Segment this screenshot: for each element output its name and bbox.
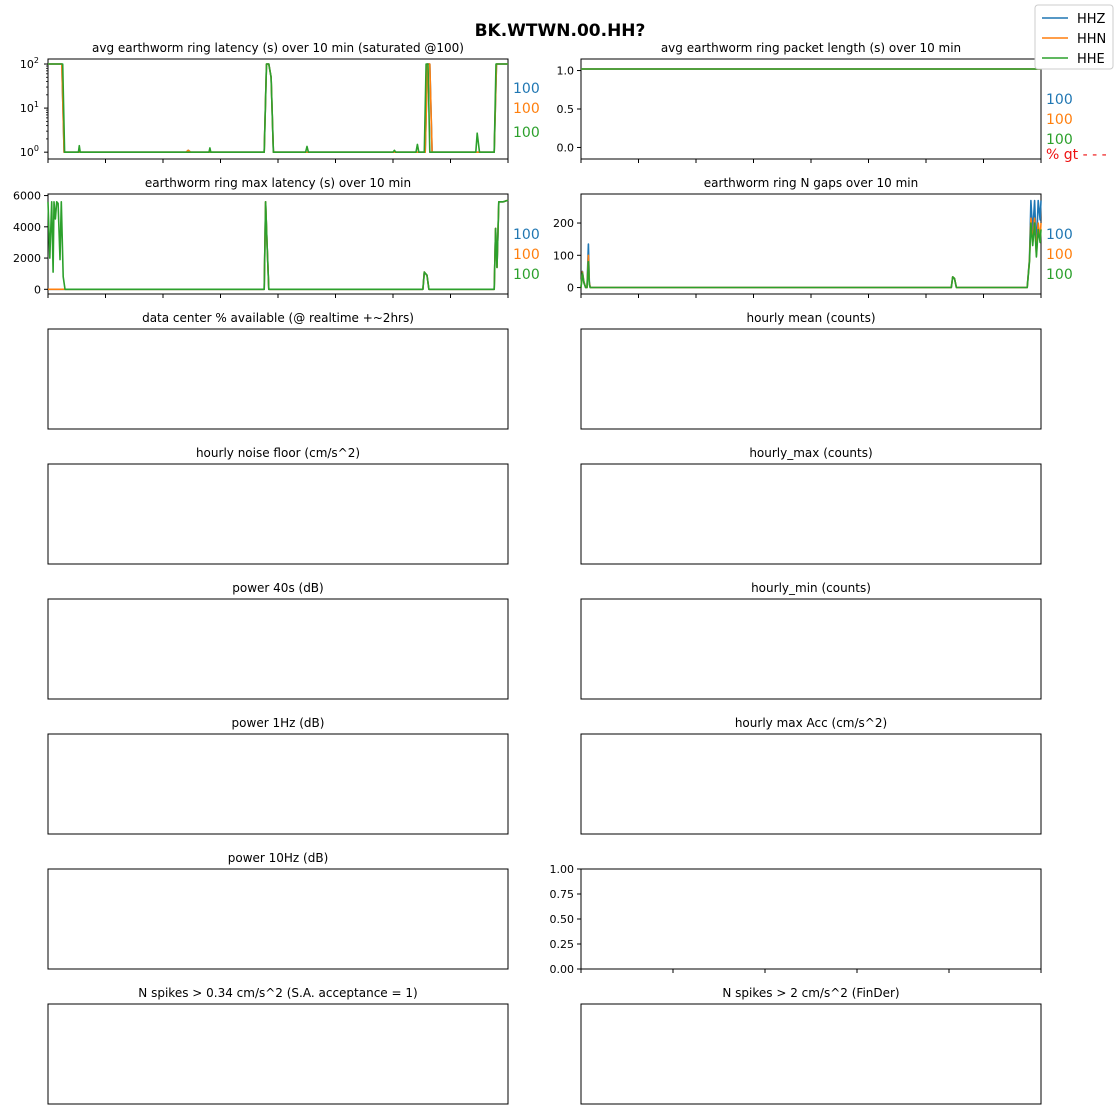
series-line-hhe bbox=[581, 223, 1041, 288]
plot-frame bbox=[581, 1004, 1041, 1104]
subplot-16 bbox=[581, 986, 1041, 1104]
subplot-title: power 1Hz (dB) bbox=[231, 716, 325, 730]
side-label-hhz: 100 bbox=[513, 81, 540, 97]
side-label-hhz: 100 bbox=[1046, 227, 1073, 243]
subplot-title: earthworm ring max latency (s) over 10 min bbox=[144, 176, 412, 190]
y-tick-label: 0.0 bbox=[556, 141, 574, 155]
subplot-12 bbox=[581, 716, 1041, 834]
y-tick-label: 0.5 bbox=[556, 103, 574, 116]
subplot-9 bbox=[48, 581, 508, 699]
series-line-hhe bbox=[48, 200, 508, 289]
y-tick-label: $10^2$ bbox=[19, 56, 39, 72]
legend-label-hhe: HHE bbox=[1077, 52, 1105, 67]
subplot-14 bbox=[550, 863, 1042, 976]
legend bbox=[1035, 5, 1113, 69]
y-tick-label: 200 bbox=[553, 217, 574, 231]
series-line-hhz bbox=[48, 200, 508, 289]
side-label-hhz: 100 bbox=[513, 227, 540, 243]
subplot-title: N spikes > 2 cm/s^2 (FinDer) bbox=[722, 986, 900, 1000]
side-label-hhn: 100 bbox=[1046, 112, 1073, 128]
subplot-1 bbox=[20, 41, 540, 163]
subplot-6 bbox=[581, 311, 1041, 429]
legend-label-hhz: HHZ bbox=[1077, 12, 1106, 27]
series-line-hhz bbox=[48, 64, 508, 152]
subplot-title: avg earthworm ring latency (s) over 10 min (saturated @100) bbox=[92, 41, 464, 55]
plot-frame bbox=[581, 194, 1041, 294]
subplot-title: data center % available (@ realtime +~2hrs) bbox=[142, 311, 414, 325]
series-line-hhn bbox=[48, 64, 508, 152]
y-tick-label: 0.50 bbox=[549, 913, 574, 926]
plot-frame bbox=[581, 869, 1041, 969]
plot-frame bbox=[48, 734, 508, 834]
panels bbox=[13, 41, 1107, 1104]
y-tick-label: 1.00 bbox=[549, 863, 574, 876]
plot-frame bbox=[48, 599, 508, 699]
side-label-hhe: 100 bbox=[1046, 267, 1073, 283]
series-line-hhn bbox=[581, 218, 1041, 287]
y-tick-label: 2000 bbox=[13, 252, 41, 266]
plot-frame bbox=[48, 869, 508, 969]
side-label-hhe: 100 bbox=[1046, 132, 1073, 148]
subplot-title: hourly mean (counts) bbox=[746, 311, 876, 325]
y-tick-label: 6000 bbox=[13, 189, 41, 203]
subplot-5 bbox=[48, 311, 508, 429]
y-tick-label: $10^0$ bbox=[19, 144, 39, 160]
series-line-hhz bbox=[581, 201, 1041, 288]
subplot-title: N spikes > 0.34 cm/s^2 (S.A. acceptance = 1) bbox=[138, 986, 418, 1000]
y-tick-label: 0.25 bbox=[549, 938, 574, 951]
y-tick-label: 0 bbox=[34, 283, 41, 297]
side-label-hhe: 100 bbox=[513, 125, 540, 141]
threshold-label: % gt - - - bbox=[1046, 147, 1107, 163]
side-label-hhn: 100 bbox=[1046, 247, 1073, 263]
subplot-3 bbox=[13, 176, 540, 298]
plot-frame bbox=[581, 59, 1041, 159]
side-label-hhz: 100 bbox=[1046, 92, 1073, 108]
subplot-8 bbox=[581, 446, 1041, 564]
y-tick-label: 0 bbox=[567, 281, 574, 295]
plot-frame bbox=[48, 59, 508, 159]
plot-frame bbox=[581, 329, 1041, 429]
side-label-hhn: 100 bbox=[513, 247, 540, 263]
subplot-15 bbox=[48, 986, 508, 1104]
plot-frame bbox=[48, 464, 508, 564]
subplot-title: hourly_min (counts) bbox=[751, 581, 871, 595]
subplot-title: power 40s (dB) bbox=[232, 581, 324, 595]
series-line-hhn bbox=[48, 200, 508, 289]
subplot-title: hourly max Acc (cm/s^2) bbox=[734, 716, 888, 730]
plot-frame bbox=[48, 329, 508, 429]
plot-frame bbox=[48, 194, 508, 294]
figure-title: BK.WTWN.00.HH? bbox=[474, 21, 646, 41]
plot-frame bbox=[581, 464, 1041, 564]
y-tick-label: 0.75 bbox=[549, 888, 574, 901]
subplot-title: hourly noise floor (cm/s^2) bbox=[195, 446, 361, 460]
subplot-7 bbox=[48, 446, 508, 564]
subplot-title: hourly_max (counts) bbox=[749, 446, 873, 460]
y-tick-label: 4000 bbox=[13, 220, 41, 234]
side-label-hhe: 100 bbox=[513, 267, 540, 283]
y-tick-label: 100 bbox=[553, 249, 574, 263]
subplot-11 bbox=[48, 716, 508, 834]
plot-frame bbox=[581, 734, 1041, 834]
y-tick-label: $10^1$ bbox=[19, 100, 39, 116]
subplot-title: earthworm ring N gaps over 10 min bbox=[703, 176, 919, 190]
y-tick-label: 0.00 bbox=[549, 963, 574, 976]
side-label-hhn: 100 bbox=[513, 101, 540, 117]
subplot-13 bbox=[48, 851, 508, 969]
y-tick-label: 1.0 bbox=[556, 64, 574, 78]
subplot-title: avg earthworm ring packet length (s) over 10 min bbox=[660, 41, 962, 55]
plot-frame bbox=[48, 1004, 508, 1104]
legend-label-hhn: HHN bbox=[1077, 32, 1107, 47]
subplot-title: power 10Hz (dB) bbox=[227, 851, 329, 865]
subplot-4 bbox=[553, 176, 1073, 298]
series-line-hhe bbox=[48, 64, 508, 152]
subplot-2 bbox=[557, 41, 1107, 163]
plot-frame bbox=[581, 599, 1041, 699]
subplot-10 bbox=[581, 581, 1041, 699]
